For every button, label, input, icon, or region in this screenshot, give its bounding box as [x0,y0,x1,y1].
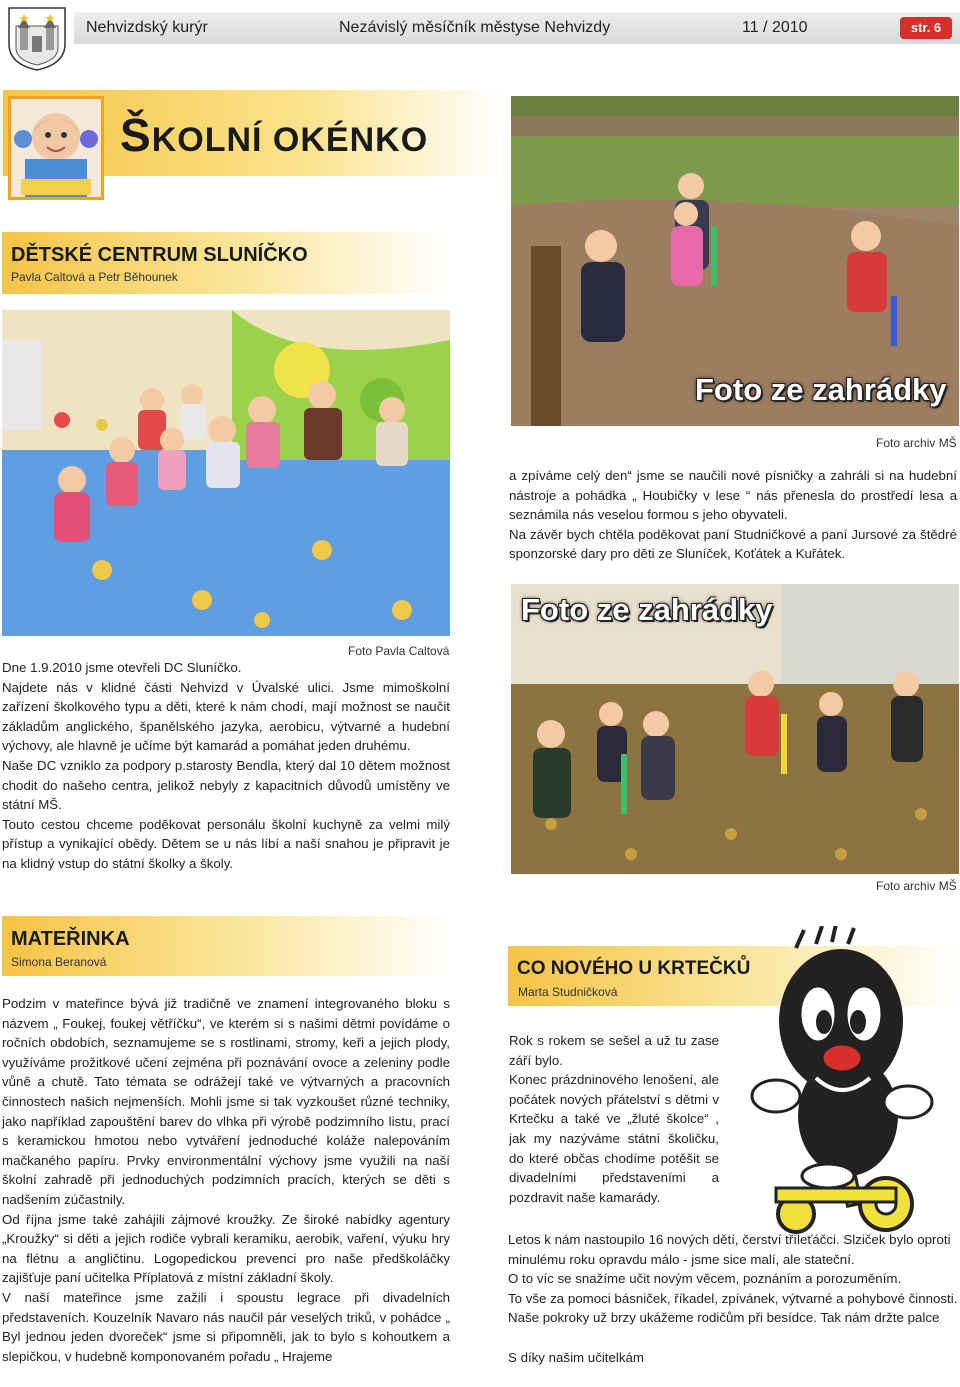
title-rest: KOLNÍ OKÉNKO [151,121,429,159]
materinka-heading: MATEŘINKA [11,928,130,950]
header-subtitle: Nezávislý měsíčník městyse Nehvizdy [339,19,611,36]
materinka-article-text [2,994,450,1366]
krtecek-paragraph: To vše za pomoci básniček, říkadel, zpívánek, výtvarné a pohybové činnosti. Naše pokroky už brzy ukážeme rodičům při besídce. Tak nám držte palce [508,1290,958,1326]
garden-paragraph: a zpíváme celý den“ jsme se naučili nové písničky a zahráli si na hudební nástroje a pohádka „ Houbičky v lese “ nás přenesla do prostředí lesa a seznámila nás veselou formou s jeho obyvateli. [509,468,957,523]
krtecek-paragraph: Rok s rokem se sešel a už tu zase září bylo. [509,1033,719,1068]
krtecek-paragraph [508,1328,958,1348]
garden-overlay-title-1: Foto ze zahrádky [695,372,947,407]
krtecek-paragraph: S díky našim učitelkám [508,1349,644,1365]
krtecek-paragraph: O to víc se snažíme učit novým věcem, poznáním a porozuměním. [508,1271,902,1287]
town-crest-logo [6,4,68,72]
krtecek-heading: CO NOVÉHO U KRTEČKŮ [517,958,751,979]
garden-photo-2 [511,584,959,874]
krtecek-article-text [508,1230,958,1367]
materinka-paragraph: Podzim v mateřince bývá již tradičně ve znamení integrovaného bloku s názvem „ Foukej, foukej větříčku“, ve kterém si s našimi dětmi povídáme o ročních obdobích, seznamujeme se s rostlinami, stromy, keři a jejich plody, využíváme prožitkové učení zejména při poznávání ovoce a zeleniny podle vůně a chutě. Tato témata se odrážejí také ve výtvarných a pracovních činnostech našich nejmenších. Mohli jsme si tak vyzkoušet různé techniky, jako například zapouštění barev do vlhka při výrobě podzimního listu, prací s keramickou hmotou nebo vytváření jednoduché koláže nalepováním mačkaného papíru. Prvky environmentální výchovy jsme využili na naší školní zahradě při jednoduchých podzimních pracích, kterých se děti s nadšením zúčastnily. [2,996,450,1207]
garden-article-text [509,466,957,564]
krtecek-paragraph: Konec prázdninového lenošení, ale počátek nových přátelství s dětmi v Krtečku a také ve „žluté školce“ , jak my nazýváme státní školičku, do které občas chodíme potěšit se divadelními představeními a pozdravit naše kamarády. [509,1072,719,1205]
krtecek-article-text-left [509,1031,719,1207]
materinka-paragraph: Od října jsme také zahájili zájmové kroužky. Ze široké nabídky agentury „Kroužky“ si děti a jejich rodiče vybrali keramiku, aerobik, vaření, výuku hry na flétnu a angličtinu. Logopedickou prevenci pro naše předškoláčky zajišťuje paní učitelka Příplatová z místní základní školy. [2,1211,450,1286]
garden-photo-1 [511,96,959,426]
krtecek-author: Marta Studničková [518,985,618,999]
section-title-school [120,108,428,162]
header-publication: Nehvizdský kurýr [86,19,208,36]
centrum-paragraph: Touto cestou chceme poděkovat personálu školní kuchyně za velmi milý přístup a vynikající obědy. Dětem se u nás líbí a naší snahou je připravit je na klidný vstup do státní školky a školy. [2,816,450,871]
centrum-photo-credit: Foto Pavla Caltová [348,644,450,658]
krtecek-paragraph: Letos k nám nastoupilo 16 nových dětí, čerství tříleťáčci. Slziček bylo oproti minulému roku opravdu málo - jsme sice malí, ale stateční. [508,1232,951,1267]
centrum-paragraph: Dne 1.9.2010 jsme otevřeli DC Sluníčko. [2,660,242,675]
child-portrait-photo [8,96,104,200]
title-initial: Š [120,109,152,161]
centrum-paragraph: Naše DC vzniklo za podpory p.starosty Bendla, který dal 10 dětem možnost chodit do našeho centra, jelikož nebyly z kapacitních důvodů umístěny ve státní MŠ. [2,757,450,813]
garden-photo-credit-2: Foto archiv MŠ [876,879,957,893]
header-bar [74,12,960,44]
garden-photo-credit-1: Foto archiv MŠ [876,436,957,450]
mole-illustration [736,926,958,1236]
centrum-group-photo [2,310,450,636]
centrum-heading: DĚTSKÉ CENTRUM SLUNÍČKO [11,244,308,266]
materinka-paragraph: V naší mateřince jsme zažili i spoustu legrace při divadelních představeních. Kouzelník Navaro nás naučil pár veselých triků, v pohádce „ Byl jednou jeden dvoreček“ jsme si připomněli, jak to bylo s kohoutkem a slepičkou, v hudebně komponovaném pořadu „ Hrajeme [2,1289,450,1364]
centrum-paragraph: Najdete nás v klidné části Nehvizd v Úvalské ulici. Jsme mimoškolní zařízení školkového typu a děti, které k nám chodí, mají možnost se naučit základům anglického, španělského jazyka, aerobicu, výtvarné a hudební výchovy, ale hlavně je učíme být kamarád a pomáhat jeden druhému. [2,679,450,754]
centrum-authors: Pavla Caltová a Petr Běhounek [11,270,178,284]
centrum-article-text [2,658,450,874]
materinka-author: Simona Beranová [11,955,107,969]
garden-paragraph: Na závěr bych chtěla poděkovat paní Studničkové a paní Jursové za štědré sponzorské dary pro děti ze Sluníček, Koťátek a Kuřátek. [509,526,957,562]
page-number-badge: str. 6 [900,17,952,39]
garden-overlay-title-2: Foto ze zahrádky [521,592,773,627]
header-issue: 11 / 2010 [742,19,808,36]
